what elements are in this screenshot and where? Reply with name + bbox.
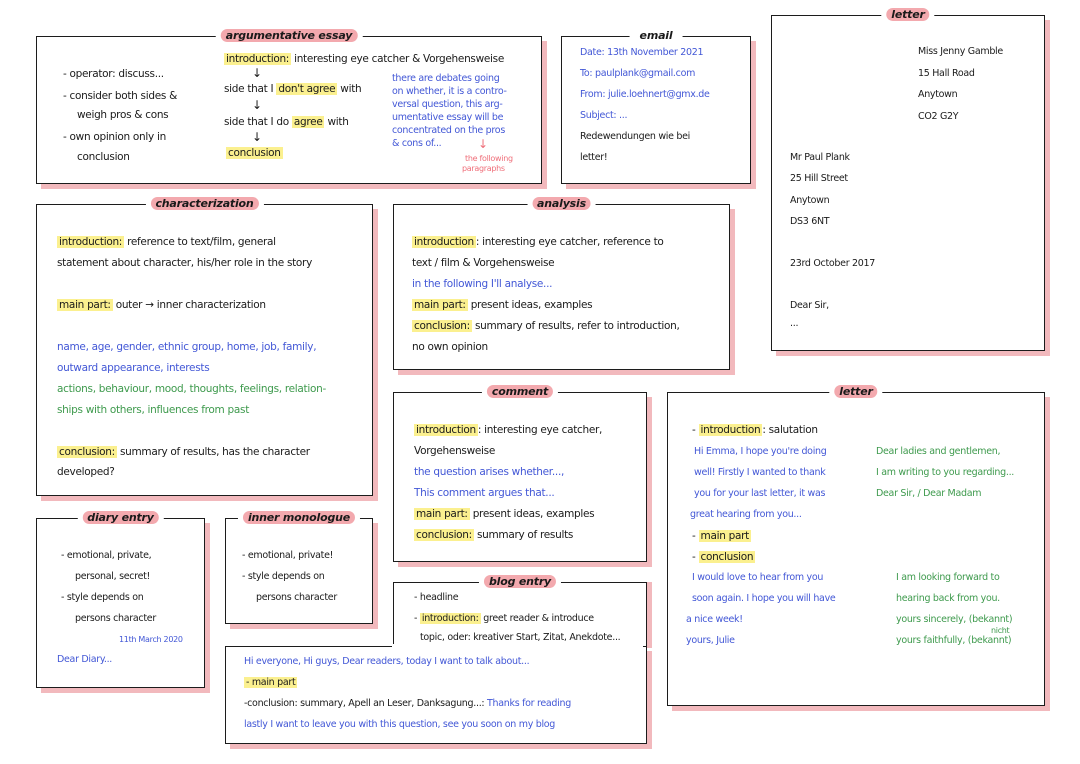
argumentative-bullet: conclusion (77, 151, 130, 163)
letter-address-title: letter (881, 7, 934, 23)
recipient-address-line: Anytown (790, 195, 830, 206)
analysis-card (393, 197, 730, 370)
argumentative-example: there are debates going (392, 73, 500, 84)
letter-informal-closing: yours, Julie (686, 635, 735, 646)
analysis-conclusion: conclusion: summary of results, refer to introduction, (414, 320, 680, 332)
comment-main: main part: present ideas, examples (416, 508, 595, 520)
letter-address-card (771, 8, 1045, 351)
argumentative-example: & cons of... (392, 138, 442, 149)
blog-example-opening: Hi everyone, Hi guys, Dear readers, today I want to talk about... (244, 656, 530, 667)
blog-entry-title: blog entry (479, 574, 561, 590)
letter-main-part: - main part (692, 530, 749, 542)
letter-informal-line: Hi Emma, I hope you're doing (694, 446, 827, 457)
characterization-outer: name, age, gender, ethnic group, home, job, family, (57, 341, 317, 353)
analysis-conclusion-2: no own opinion (412, 341, 488, 353)
letter-formal-closing: yours faithfully, (bekannt) (896, 635, 1012, 646)
diary-entry-card (36, 511, 205, 688)
diary-bullet: - style depends on (61, 592, 144, 603)
letter-informal-closing: a nice week! (686, 614, 743, 625)
argumentative-essay-card (36, 29, 542, 184)
characterization-intro: introduction: reference to text/film, general (59, 236, 276, 248)
argumentative-intro: introduction: interesting eye catcher & Vorgehensweise (226, 53, 504, 65)
argumentative-example: versal question, this arg- (392, 99, 503, 110)
blog-main: - main part (246, 677, 296, 688)
characterization-intro-2: statement about character, his/her role in the story (57, 257, 312, 269)
comment-intro-2: Vorgehensweise (414, 445, 495, 457)
email-line: Subject: ... (580, 110, 628, 121)
characterization-main: main part: outer → inner characterization (59, 299, 266, 311)
down-arrow-icon: ↓ (478, 137, 489, 151)
letter-informal-line: well! Firstly I wanted to thank (694, 467, 826, 478)
inner-monologue-card (225, 511, 373, 624)
characterization-outer: outward appearance, interests (57, 362, 210, 374)
diary-entry-title: diary entry (77, 510, 163, 526)
letter-formal-line: I am writing to you regarding... (876, 467, 1015, 478)
blog-intro: - introduction: greet reader & introduce (414, 613, 594, 624)
argumentative-conclusion: conclusion (228, 147, 281, 159)
letter-card (667, 385, 1045, 706)
letter-note: nicht (991, 626, 1010, 635)
letter-informal-line: great hearing from you... (690, 509, 802, 520)
argumentative-bullet: - own opinion only in (63, 131, 166, 143)
letter-formal-line: Dear Sir, / Dear Madam (876, 488, 982, 499)
blog-conclusion: -conclusion: summary, Apell an Leser, Danksagung...: Thanks for reading (244, 698, 571, 709)
characterization-inner: ships with others, influences from past (57, 404, 250, 416)
comment-intro: introduction : interesting eye catcher, (416, 424, 603, 436)
analysis-example: in the following I'll analyse... (412, 278, 553, 290)
monologue-bullet: - style depends on (242, 571, 325, 582)
letter-informal-line: you for your last letter, it was (694, 488, 826, 499)
argumentative-side1: side that I don't agree with (224, 83, 362, 95)
diary-bullet: - emotional, private, (61, 550, 152, 561)
blog-headline: - headline (414, 592, 459, 603)
characterization-title: characterization (145, 196, 263, 212)
comment-example: This comment argues that... (414, 487, 555, 499)
diary-bullet: personal, secret! (75, 571, 151, 582)
sender-address-line: Miss Jenny Gamble (918, 46, 1003, 57)
blog-entry-card-top (393, 575, 647, 648)
email-line: To: paulplank@gmail.com (580, 68, 696, 79)
argumentative-example: umentative essay will be (392, 112, 504, 123)
argumentative-example: on whether, it is a contro- (392, 86, 507, 97)
letter-greeting: Dear Sir, (790, 300, 829, 311)
blog-entry-card-bottom (225, 646, 647, 744)
analysis-title: analysis (527, 196, 596, 212)
argumentative-example: concentrated on the pros (392, 125, 505, 136)
email-title: email (630, 28, 683, 44)
argumentative-note: the following (465, 154, 513, 163)
analysis-intro-2: text / film & Vorgehensweise (412, 257, 555, 269)
diary-bullet: persons character (75, 613, 156, 624)
email-line: Date: 13th November 2021 (580, 47, 704, 58)
email-note: letter! (580, 152, 608, 163)
email-note: Redewendungen wie bei (580, 131, 691, 142)
down-arrow-icon: ↓ (252, 66, 263, 80)
letter-informal-closing: soon again. I hope you will have (692, 593, 836, 604)
letter-title: letter (829, 384, 882, 400)
inner-monologue-title: inner monologue (238, 510, 360, 526)
argumentative-bullet: - consider both sides & (63, 90, 177, 102)
letter-informal-closing: I would love to hear from you (692, 572, 824, 583)
characterization-conclusion: conclusion: summary of results, has the character (59, 446, 310, 458)
analysis-main: main part: present ideas, examples (414, 299, 593, 311)
letter-formal-closing: hearing back from you. (896, 593, 1000, 604)
comment-example: the question arises whether..., (414, 466, 565, 478)
letter-ellipsis: ... (790, 318, 799, 329)
letter-intro: - introduction : salutation (692, 424, 818, 436)
blog-intro-2: topic, oder: kreativer Start, Zitat, Anekdote... (420, 632, 621, 643)
analysis-intro: introduction : interesting eye catcher, reference to (414, 236, 664, 248)
characterization-inner: actions, behaviour, mood, thoughts, feelings, relation- (57, 383, 326, 395)
diary-date: 11th March 2020 (119, 635, 183, 644)
argumentative-bullet: - operator: discuss... (63, 68, 164, 80)
argumentative-side2: side that I do agree with (224, 116, 349, 128)
letter-formal-line: Dear ladies and gentlemen, (876, 446, 1001, 457)
sender-address-line: CO2 G2Y (918, 111, 959, 122)
monologue-bullet: - emotional, private! (242, 550, 334, 561)
blog-example-closing: lastly I want to leave you with this question, see you soon on my blog (244, 719, 556, 730)
letter-date: 23rd October 2017 (790, 258, 875, 269)
sender-address-line: Anytown (918, 89, 958, 100)
argumentative-bullet: weigh pros & cons (77, 109, 169, 121)
comment-title: comment (482, 384, 558, 400)
recipient-address-line: 25 Hill Street (790, 173, 848, 184)
argumentative-note: paragraphs (462, 164, 505, 173)
argumentative-essay-title: argumentative essay (216, 28, 363, 44)
characterization-conclusion-2: developed? (57, 466, 115, 478)
characterization-card (36, 197, 373, 496)
sender-address-line: 15 Hall Road (918, 68, 975, 79)
letter-formal-closing: I am looking forward to (896, 572, 1000, 583)
letter-conclusion: - conclusion (692, 551, 754, 563)
comment-card (393, 385, 647, 562)
down-arrow-icon: ↓ (252, 130, 263, 144)
email-card (561, 29, 751, 184)
comment-conclusion: conclusion: summary of results (416, 529, 574, 541)
letter-formal-closing: yours sincerely, (bekannt) (896, 614, 1013, 625)
email-line: From: julie.loehnert@gmx.de (580, 89, 710, 100)
down-arrow-icon: ↓ (252, 98, 263, 112)
recipient-address-line: DS3 6NT (790, 216, 830, 227)
monologue-bullet: persons character (256, 592, 337, 603)
diary-greeting: Dear Diary... (57, 654, 113, 665)
recipient-address-line: Mr Paul Plank (790, 152, 850, 163)
